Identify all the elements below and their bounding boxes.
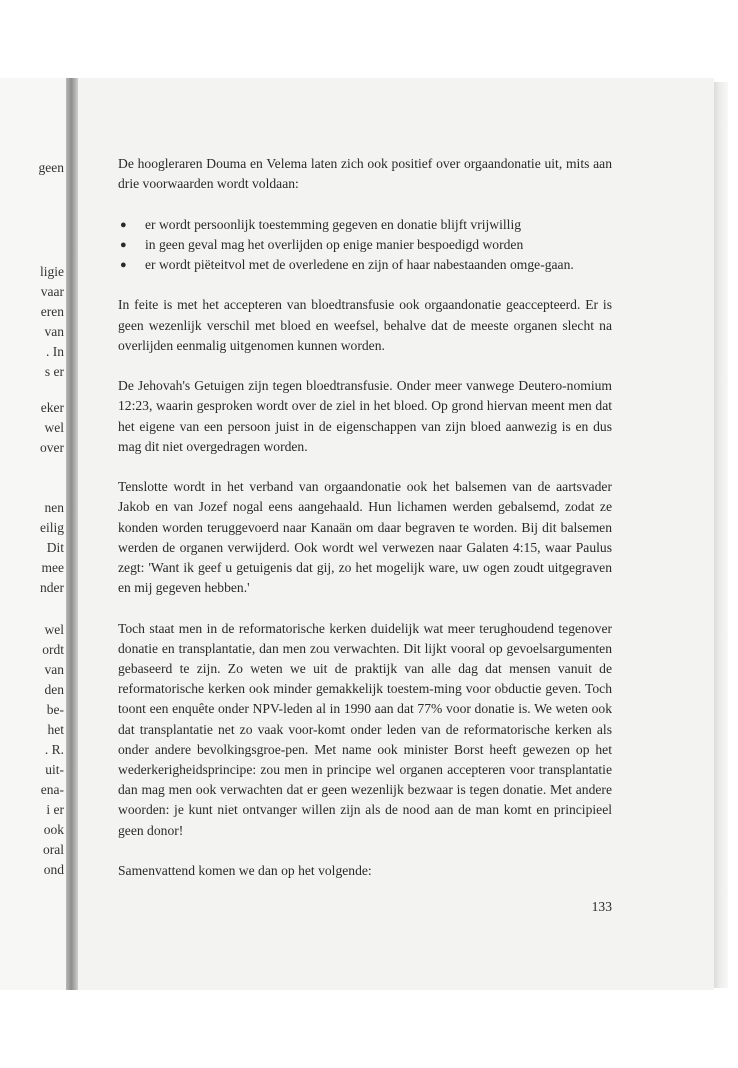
left-page-fragment: eren bbox=[40, 304, 64, 319]
list-item: ● er wordt piëteitvol met de overledene en zijn of haar nabestaanden omge-gaan. bbox=[118, 255, 612, 275]
left-page-fragment: i er bbox=[46, 802, 64, 817]
left-page-fragment: ordt bbox=[42, 642, 64, 657]
left-page-fragment: over bbox=[40, 440, 64, 455]
left-page-fragment: wel bbox=[44, 420, 64, 435]
page-number: 133 bbox=[591, 899, 612, 914]
main-page bbox=[78, 78, 714, 990]
list-item: ● er wordt persoonlijk toestemming gegeven en donatie blijft vrijwillig bbox=[118, 215, 612, 235]
left-facing-page bbox=[0, 78, 66, 990]
left-page-fragment: eker bbox=[40, 400, 64, 415]
left-page-fragment: ook bbox=[43, 822, 64, 837]
left-page-fragment: uit- bbox=[45, 762, 64, 777]
left-page-fragment: wel bbox=[44, 622, 64, 637]
left-page-fragment: ond bbox=[43, 862, 64, 877]
left-page-fragment: Dit bbox=[46, 540, 64, 555]
left-page-fragment: ena- bbox=[40, 782, 64, 797]
left-page-fragment: vaar bbox=[40, 284, 64, 299]
left-page-fragment: ligie bbox=[40, 264, 64, 279]
left-page-fragment: mee bbox=[41, 560, 64, 575]
left-page-fragment: van bbox=[44, 324, 64, 339]
left-page-fragment: van bbox=[44, 662, 64, 677]
left-page-fragment: nder bbox=[40, 580, 64, 595]
left-page-fragment: eilig bbox=[40, 520, 64, 535]
paragraph: De hoogleraren Douma en Velema laten zich ook positief over orgaandonatie uit, mits aan drie voorwaarden wordt voldaan: bbox=[118, 156, 612, 192]
page-edge bbox=[714, 82, 728, 988]
paragraph: In feite is met het accepteren van bloedtransfusie ook orgaandonatie geaccepteerd. Er is geen wezenlijk verschil met bloed en weefsel, behalve dat de meeste organen slecht na overlijden eenmalig uitgenomen kunnen worden. bbox=[118, 297, 612, 353]
left-page-fragment: be- bbox=[46, 702, 64, 717]
left-page-fragment: s er bbox=[44, 364, 64, 379]
bullet-icon: ● bbox=[120, 238, 127, 251]
left-page-fragment: het bbox=[47, 722, 64, 737]
left-page-fragment: . In bbox=[46, 344, 64, 359]
left-page-fragment: geen bbox=[38, 160, 64, 175]
body-text bbox=[118, 154, 612, 901]
bullet-icon: ● bbox=[120, 218, 127, 231]
left-page-fragment: oral bbox=[43, 842, 64, 857]
list-item: ● in geen geval mag het overlijden op enige manier bespoedigd worden bbox=[118, 235, 612, 255]
paragraph: Toch staat men in de reformatorische kerken duidelijk wat meer terughoudend tegenover donatie en transplantatie, dan men zou verwachten. Dit lijkt vooral op gevoelsargumenten gebaseerd te zijn. Zo weten we uit de praktijk van alle dag dat mensen vanuit de reformatorische kerken ook minder gemakkelijk toestem-ming voor obductie geven. Toch toont een enquête onder NPV-leden al in 1990 aan dat 77% voor donatie is. We weten ook dat transplantatie net zo vaak voor-komt onder leden van de reformatorische kerken als onder andere bevolkingsgroe-pen. Met name ook minister Borst heeft gewezen op het wederkerigheidsprincipe: zou men in principe wel organen accepteren voor transplantatie dan mag men ook verwachten dat er geen wezenlijk bezwaar is tegen donatie. Met andere woorden: je kunt niet ontvanger willen zijn als de nood aan de man komt en principieel geen donor! bbox=[118, 620, 612, 838]
left-page-fragment: . R. bbox=[44, 742, 64, 757]
left-page-fragment: den bbox=[44, 682, 64, 697]
left-page-fragment: nen bbox=[44, 500, 64, 515]
condition-list bbox=[118, 215, 612, 276]
bullet-icon: ● bbox=[120, 259, 127, 271]
paragraph: Samenvattend komen we dan op het volgende: bbox=[118, 863, 372, 879]
book-spine bbox=[66, 78, 78, 990]
paragraph: Tenslotte wordt in het verband van orgaandonatie ook het balsemen van de aartsvader Jakob en van Jozef nogal eens aangehaald. Hun lichamen werden gebalsemd, zodat ze konden worden teruggevoerd naar Kanaän om daar begraven te worden. Bij dit balsemen werden de organen verwijderd. Ook wordt wel verwezen naar Galaten 4:15, waar Paulus zegt: 'Want ik geef u getuigenis dat gij, zo het mogelijk ware, uw ogen zoudt uitgegraven en mij gegeven hebben.' bbox=[118, 479, 612, 596]
paragraph: De Jehovah's Getuigen zijn tegen bloedtransfusie. Onder meer vanwege Deutero-nomium 12:23, waarin gesproken wordt over de ziel in het bloed. Op grond hiervan meent men dat het eigene van een persoon juist in de eigenschappen van zijn bloed aanwezig is en dus mag dit niet overgedragen worden. bbox=[118, 378, 612, 454]
